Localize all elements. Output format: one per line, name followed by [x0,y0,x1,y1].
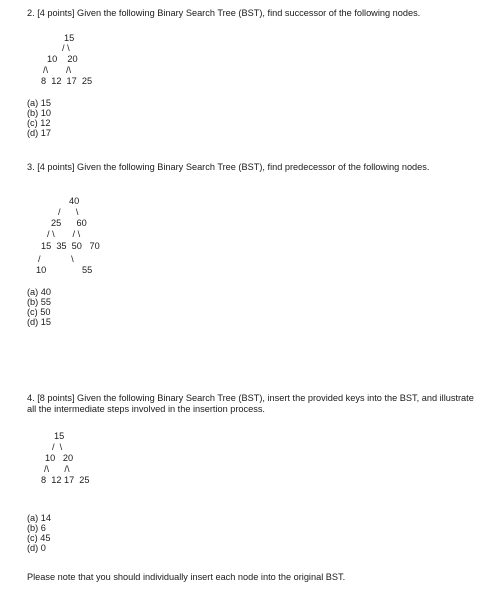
q4-tree-line-4: /\ /\ [44,464,70,474]
q4-option-b: (b) 6 [27,523,46,533]
q4-option-a: (a) 14 [27,513,52,523]
question-2-prompt: 2. [4 points] Given the following Binary Search Tree (BST), find successor of the following nodes. [27,8,421,18]
q3-tree-line-4: / \ / \ [47,229,81,239]
q2-option-b: (b) 10 [27,108,52,118]
q2-option-a: (a) 15 [27,98,52,108]
q2-tree-line-2: / \ [62,43,70,53]
q4-option-d: (d) 0 [27,543,46,553]
question-3-prompt: 3. [4 points] Given the following Binary Search Tree (BST), find predecessor of the following nodes. [27,162,430,172]
q3-tree-line-1: 40 [69,196,80,206]
q2-tree-line-4: /\ /\ [43,65,72,75]
q3-option-d: (d) 15 [27,317,52,327]
q3-option-c: (c) 50 [27,307,51,317]
question-4-prompt: 4. [8 points] Given the following Binary Search Tree (BST), insert the provided keys into the BST, and illustrate all the intermediate steps involved in the insertion process. [27,393,474,414]
q4-tree-line-1: 15 [54,431,65,441]
q3-option-b: (b) 55 [27,297,52,307]
q4-note: Please note that you should individually insert each node into the original BST. [27,572,346,582]
q3-tree-line-7: 10 55 [36,265,93,275]
q2-tree-line-3: 10 20 [47,54,78,64]
q2-option-c: (c) 12 [27,118,51,128]
q4-option-c: (c) 45 [27,533,51,543]
q2-tree-line-1: 15 [64,33,75,43]
q4-tree-line-2: / \ [52,442,63,452]
q2-option-d: (d) 17 [27,128,52,138]
q3-option-a: (a) 40 [27,287,52,297]
q3-tree-line-5: 15 35 50 70 [41,241,100,251]
q2-tree-line-5: 8 12 17 25 [41,76,93,86]
q4-tree-line-5: 8 12 17 25 [41,475,90,485]
q3-tree-line-2: / \ [58,207,79,217]
q3-tree-line-3: 25 60 [51,218,87,228]
q4-tree-line-3: 10 20 [45,453,74,463]
q3-tree-line-6: / \ [38,254,74,264]
